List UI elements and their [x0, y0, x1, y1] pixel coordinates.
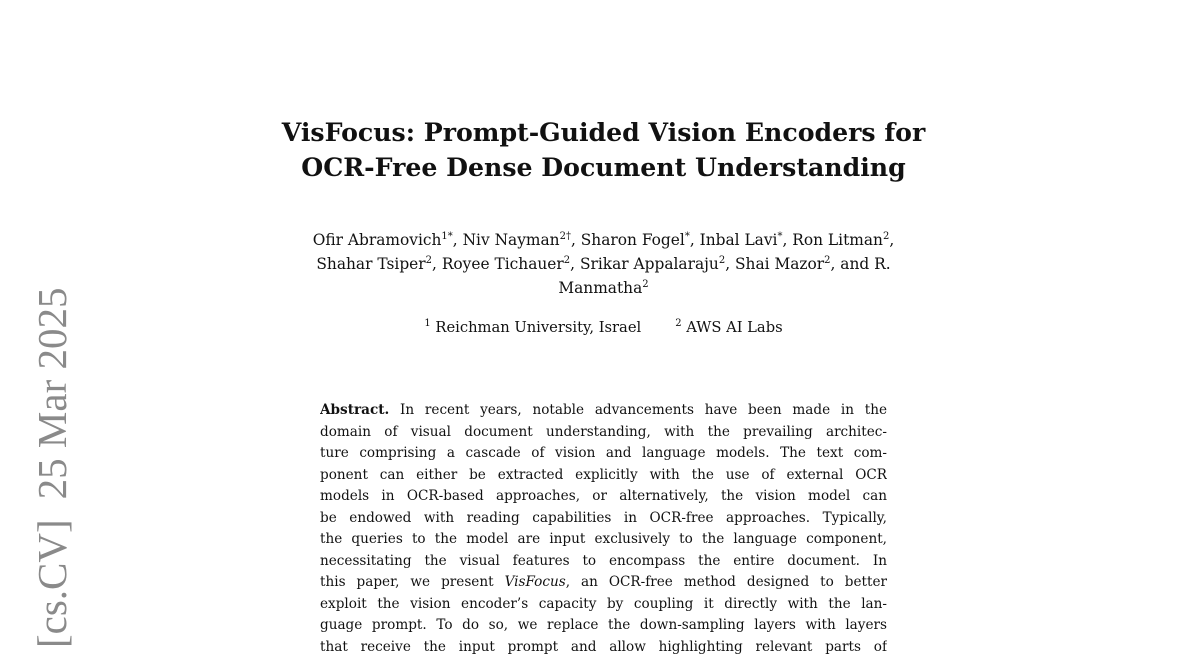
affiliation-name: AWS AI Labs — [686, 319, 782, 336]
abstract-line: necessitating the visual features to encompass the entire document. In — [320, 551, 887, 573]
affiliations — [0, 317, 1200, 339]
author-sep: , — [453, 231, 463, 249]
author-name: Royee Tichauer — [442, 255, 564, 273]
author-sep: , — [432, 255, 442, 273]
author-line-3 — [0, 276, 1200, 300]
author-line-2 — [0, 252, 1200, 276]
method-name: VisFocus — [505, 574, 566, 590]
abstract-line: exploit the vision encoder’s capacity by coupling it directly with the lan- — [320, 594, 887, 616]
author-mark: 2 — [883, 231, 889, 242]
title-line-2: OCR-Free Dense Document Understanding — [0, 150, 1200, 185]
author-mark: 1* — [441, 231, 452, 242]
abstract-line: models in OCR-based approaches, or alternatively, the vision model can — [320, 486, 887, 508]
author-mark: 2 — [564, 255, 570, 266]
abstract-heading: Abstract. — [320, 402, 389, 418]
abstract-line: ponent can either be extracted explicitly with the use of external OCR — [320, 465, 887, 487]
author-name: Shahar Tsiper — [316, 255, 425, 273]
author-name: Manmatha — [558, 279, 642, 297]
abstract-line: that receive the input prompt and allow highlighting relevant parts of — [320, 637, 887, 658]
author-sep: , — [571, 231, 581, 249]
affiliation-name: Reichman University, Israel — [435, 319, 641, 336]
author-name: Ron Litman — [792, 231, 883, 249]
arxiv-date: 25 Mar 2025 — [29, 288, 75, 500]
author-mark: 2† — [560, 231, 571, 242]
paper-title — [0, 115, 1200, 185]
affiliation-mark: 2 — [675, 318, 681, 329]
abstract — [320, 400, 887, 658]
author-sep: , — [570, 255, 580, 273]
abstract-line: be endowed with reading capabilities in OCR-free approaches. Typically, — [320, 508, 887, 530]
arxiv-side-stamp — [28, 288, 76, 648]
author-mark: * — [777, 231, 782, 242]
author-name: Ofir Abramovich — [313, 231, 442, 249]
author-list — [0, 228, 1200, 300]
abstract-line: the queries to the model are input exclusively to the language component, — [320, 529, 887, 551]
author-name: Shai Mazor — [735, 255, 824, 273]
title-line-1: VisFocus: Prompt-Guided Vision Encoders for — [0, 115, 1200, 150]
author-name: Inbal Lavi — [700, 231, 778, 249]
author-mark: * — [685, 231, 690, 242]
author-sep: , — [690, 231, 700, 249]
abstract-text: In recent years, notable advancements have been made in the — [400, 402, 887, 418]
abstract-line: domain of visual document understanding, with the prevailing architec- — [320, 422, 887, 444]
abstract-text: , an OCR-free method designed to better — [566, 574, 887, 590]
author-name: Niv Nayman — [463, 231, 560, 249]
author-mark: 2 — [426, 255, 432, 266]
abstract-line: guage prompt. To do so, we replace the down-sampling layers with layers — [320, 615, 887, 637]
author-sep: , and R. — [831, 255, 891, 273]
author-sep: , — [782, 231, 792, 249]
abstract-text: this paper, we present — [320, 574, 494, 590]
author-line-1 — [0, 228, 1200, 252]
abstract-line — [320, 572, 887, 594]
affiliation-mark: 1 — [424, 318, 430, 329]
author-mark: 2 — [719, 255, 725, 266]
author-mark: 2 — [824, 255, 830, 266]
author-sep: , — [725, 255, 735, 273]
arxiv-category: [cs.CV] — [29, 519, 75, 648]
author-name: Srikar Appalaraju — [580, 255, 719, 273]
abstract-line — [320, 400, 887, 422]
author-sep: , — [889, 231, 894, 249]
abstract-line: ture comprising a cascade of vision and language models. The text com- — [320, 443, 887, 465]
author-mark: 2 — [642, 279, 648, 290]
author-name: Sharon Fogel — [581, 231, 685, 249]
